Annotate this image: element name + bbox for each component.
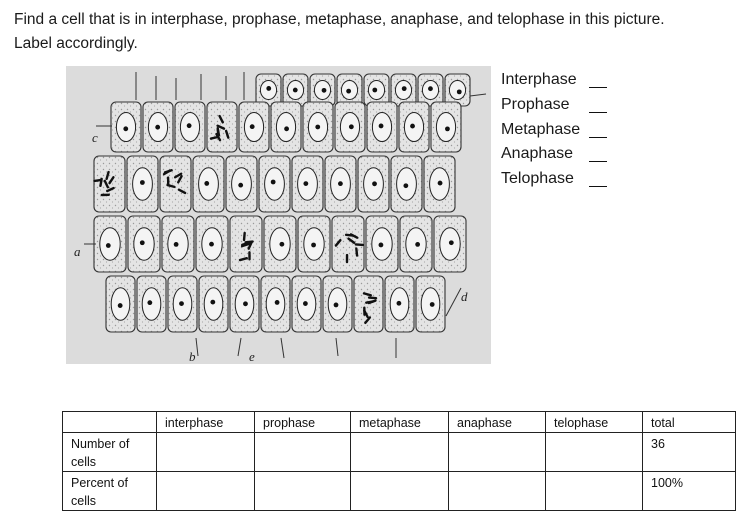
table-cell[interactable]	[449, 472, 546, 511]
table-cell[interactable]	[449, 433, 546, 472]
figure-label-b: b	[189, 349, 196, 364]
nucleolus	[238, 183, 243, 188]
phase-label: Prophase	[501, 95, 570, 113]
nucleolus	[415, 242, 420, 247]
nucleus	[265, 168, 285, 200]
nucleolus	[349, 124, 354, 129]
answer-blank[interactable]	[589, 73, 607, 88]
table-header-row	[63, 412, 736, 433]
label-line	[196, 338, 198, 356]
chromosome	[94, 180, 101, 181]
nucleolus	[243, 301, 248, 306]
phase-row-anaphase	[501, 142, 621, 167]
instruction-line-2: Label accordingly.	[14, 35, 138, 52]
table-header-cell: prophase	[255, 412, 351, 433]
table-header-cell: interphase	[157, 412, 255, 433]
nucleolus	[271, 180, 276, 185]
nucleolus	[449, 240, 454, 245]
nucleolus	[379, 243, 384, 248]
nucleolus	[250, 124, 255, 129]
nucleolus	[397, 301, 402, 306]
chromosome	[346, 235, 353, 236]
table-row	[63, 433, 736, 472]
table-cell[interactable]	[157, 472, 255, 511]
table-cell[interactable]	[255, 433, 351, 472]
figure-label-c: c	[92, 130, 98, 145]
nucleolus	[372, 181, 377, 186]
nucleus	[449, 80, 465, 99]
table-header-cell: telophase	[546, 412, 643, 433]
nucleolus	[210, 300, 215, 305]
nucleolus	[438, 181, 443, 186]
table-header-cell: metaphase	[351, 412, 449, 433]
label-line	[238, 338, 241, 356]
nucleolus	[266, 86, 271, 91]
nucleolus	[140, 180, 145, 185]
label-line	[336, 338, 338, 356]
nucleolus	[334, 303, 339, 308]
nucleolus	[303, 301, 308, 306]
figure-label-a: a	[74, 244, 81, 259]
nucleolus	[118, 303, 123, 308]
nucleolus	[275, 300, 280, 305]
nucleolus	[379, 124, 384, 129]
nucleolus	[428, 86, 433, 91]
nucleolus	[147, 300, 152, 305]
table-cell[interactable]	[546, 433, 643, 472]
answer-blank[interactable]	[589, 123, 607, 138]
phase-label: Telophase	[501, 170, 574, 188]
nucleolus	[303, 181, 308, 186]
nucleolus	[279, 242, 284, 247]
nucleolus	[315, 125, 320, 130]
nucleolus	[402, 86, 407, 91]
nucleolus	[346, 89, 351, 94]
table-cell: 100%	[643, 472, 736, 511]
nucleolus	[457, 89, 462, 94]
cell-drawing	[66, 66, 491, 364]
chromosome	[356, 249, 357, 256]
chromosome	[244, 233, 245, 240]
table-cell[interactable]	[351, 433, 449, 472]
table-header-cell	[63, 412, 157, 433]
table-cell[interactable]	[546, 472, 643, 511]
phase-count-table	[62, 411, 736, 511]
table-header-cell: anaphase	[449, 412, 546, 433]
table-cell[interactable]	[351, 472, 449, 511]
nucleolus	[174, 242, 179, 247]
phase-label: Interphase	[501, 71, 577, 88]
nucleolus	[372, 88, 377, 93]
cell	[160, 156, 191, 212]
nucleolus	[123, 126, 128, 131]
label-line	[281, 338, 284, 358]
chromosome	[211, 137, 218, 139]
nucleolus	[179, 301, 184, 306]
nucleolus	[410, 124, 415, 129]
row-label: Number of cells	[63, 433, 157, 472]
phase-row-prophase	[501, 93, 621, 118]
label-line	[446, 288, 461, 316]
label-line	[470, 94, 486, 96]
instruction-line-1: Find a cell that is in interphase, prophase, metaphase, anaphase, and telophase in this picture.	[14, 11, 665, 28]
phase-row-telophase	[501, 167, 621, 192]
answer-blank[interactable]	[589, 172, 607, 187]
nucleolus	[430, 302, 435, 307]
chromosome	[369, 298, 376, 299]
table-cell[interactable]	[157, 433, 255, 472]
answer-blank[interactable]	[589, 147, 607, 162]
nucleolus	[155, 125, 160, 130]
figure-label-e: e	[249, 349, 255, 364]
phase-label: Metaphase	[501, 120, 581, 138]
table-row	[63, 472, 736, 511]
nucleolus	[311, 243, 316, 248]
nucleolus	[204, 181, 209, 186]
onion-root-tip-micrograph	[66, 66, 491, 364]
table-header-cell: total	[643, 412, 736, 433]
phase-row-interphase	[501, 68, 621, 93]
figure-label-d: d	[461, 289, 468, 304]
table-cell[interactable]	[255, 472, 351, 511]
chromosome	[366, 301, 373, 302]
nucleolus	[187, 123, 192, 128]
answer-blank[interactable]	[589, 98, 607, 113]
phase-row-metaphase	[501, 118, 621, 143]
nucleolus	[403, 183, 408, 188]
nucleolus	[293, 88, 298, 93]
nucleolus	[209, 242, 214, 247]
row-label: Percent of cells	[63, 472, 157, 511]
nucleolus	[284, 126, 289, 131]
nucleolus	[106, 243, 111, 248]
nucleolus	[445, 126, 450, 131]
instructions	[14, 8, 744, 56]
table-cell: 36	[643, 433, 736, 472]
chromosome	[218, 130, 219, 137]
nucleolus	[322, 88, 327, 93]
phase-label: Anaphase	[501, 145, 574, 163]
phase-answer-list	[501, 68, 621, 192]
nucleolus	[140, 240, 145, 245]
nucleolus	[338, 181, 343, 186]
